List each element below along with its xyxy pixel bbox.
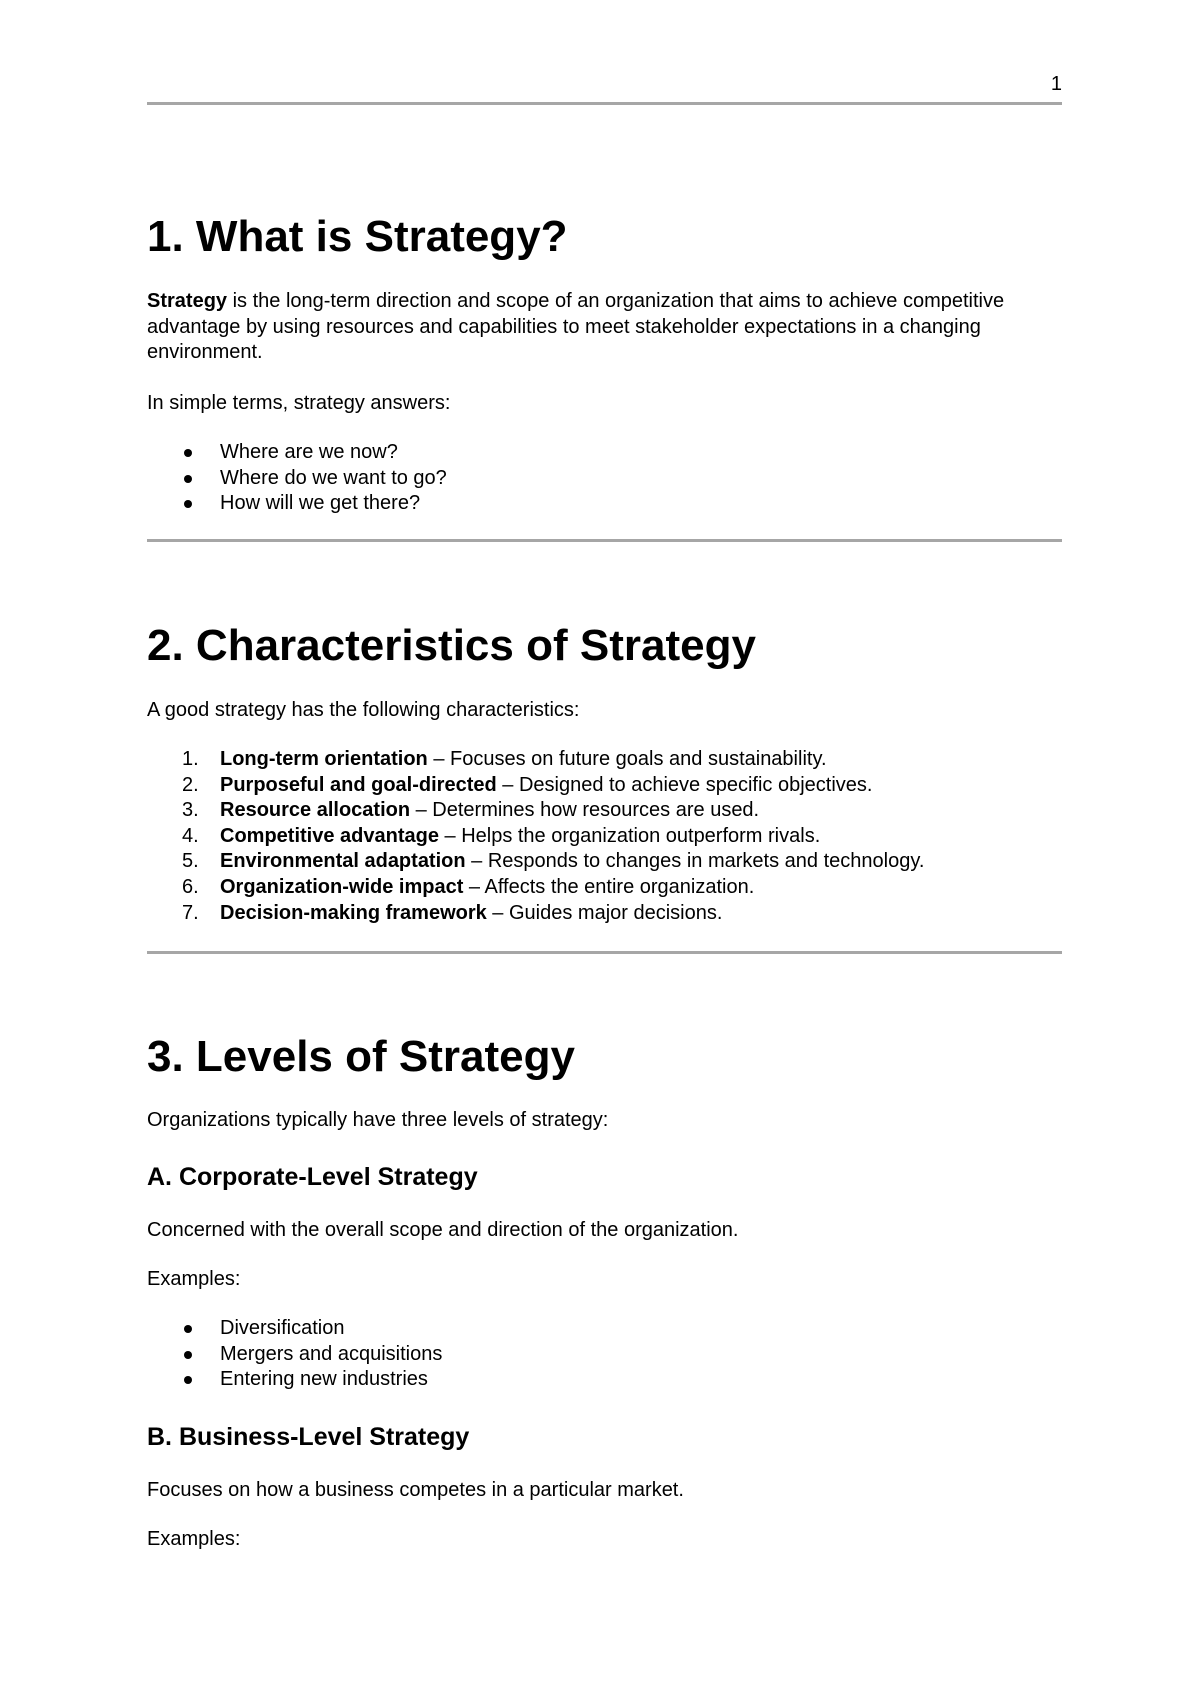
bullet-icon bbox=[184, 500, 192, 508]
list-item: 6. Organization-wide impact – Affects the entire organization. bbox=[182, 875, 755, 898]
corporate-examples-label: Examples: bbox=[147, 1268, 241, 1290]
bullet-icon bbox=[184, 475, 192, 483]
section-2-heading: 2. Characteristics of Strategy bbox=[147, 621, 756, 670]
corporate-examples-list bbox=[147, 1316, 442, 1393]
list-item: Diversification bbox=[147, 1316, 442, 1342]
definition-text: is the long-term direction and scope of an organization that aims to achieve competitive advantage by using resources and capabilities to meet stakeholder expectations in a changing environment. bbox=[147, 290, 1005, 363]
section-divider bbox=[147, 951, 1062, 954]
list-item: 5. Environmental adaptation – Responds to changes in markets and technology. bbox=[182, 850, 925, 873]
section-1-intro: In simple terms, strategy answers: bbox=[147, 392, 451, 414]
header-rule bbox=[147, 102, 1062, 105]
list-item: Where are we now? bbox=[147, 440, 447, 466]
list-item: Mergers and acquisitions bbox=[147, 1342, 442, 1368]
list-item: How will we get there? bbox=[147, 491, 447, 517]
list-item: 7. Decision-making framework – Guides major decisions. bbox=[182, 901, 723, 924]
bullet-icon bbox=[184, 449, 192, 457]
corporate-level-heading: A. Corporate-Level Strategy bbox=[147, 1163, 478, 1191]
list-item: 3. Resource allocation – Determines how resources are used. bbox=[182, 799, 760, 822]
bullet-icon bbox=[184, 1325, 192, 1333]
list-item: Entering new industries bbox=[147, 1367, 442, 1393]
business-level-description: Focuses on how a business competes in a particular market. bbox=[147, 1479, 684, 1501]
section-2-intro: A good strategy has the following characteristics: bbox=[147, 699, 580, 721]
characteristics-list bbox=[147, 747, 924, 926]
list-item: 2. Purposeful and goal-directed – Designed to achieve specific objectives. bbox=[182, 773, 873, 796]
business-examples-label: Examples: bbox=[147, 1528, 241, 1550]
bullet-icon bbox=[184, 1351, 192, 1359]
strategy-definition bbox=[147, 289, 1062, 366]
business-level-heading: B. Business-Level Strategy bbox=[147, 1423, 470, 1451]
section-3-heading: 3. Levels of Strategy bbox=[147, 1032, 575, 1081]
corporate-level-description: Concerned with the overall scope and direction of the organization. bbox=[147, 1219, 739, 1241]
section-divider bbox=[147, 539, 1062, 542]
list-item: 4. Competitive advantage – Helps the organization outperform rivals. bbox=[182, 824, 821, 847]
section-3-intro: Organizations typically have three levels of strategy: bbox=[147, 1109, 609, 1131]
list-item: 1. Long-term orientation – Focuses on future goals and sustainability. bbox=[182, 748, 827, 770]
page-number: 1 bbox=[1050, 73, 1062, 95]
strategy-questions-list bbox=[147, 440, 447, 517]
list-item: Where do we want to go? bbox=[147, 466, 447, 492]
definition-term: Strategy bbox=[147, 290, 228, 312]
bullet-icon bbox=[184, 1376, 192, 1384]
section-1-heading: 1. What is Strategy? bbox=[147, 212, 568, 261]
